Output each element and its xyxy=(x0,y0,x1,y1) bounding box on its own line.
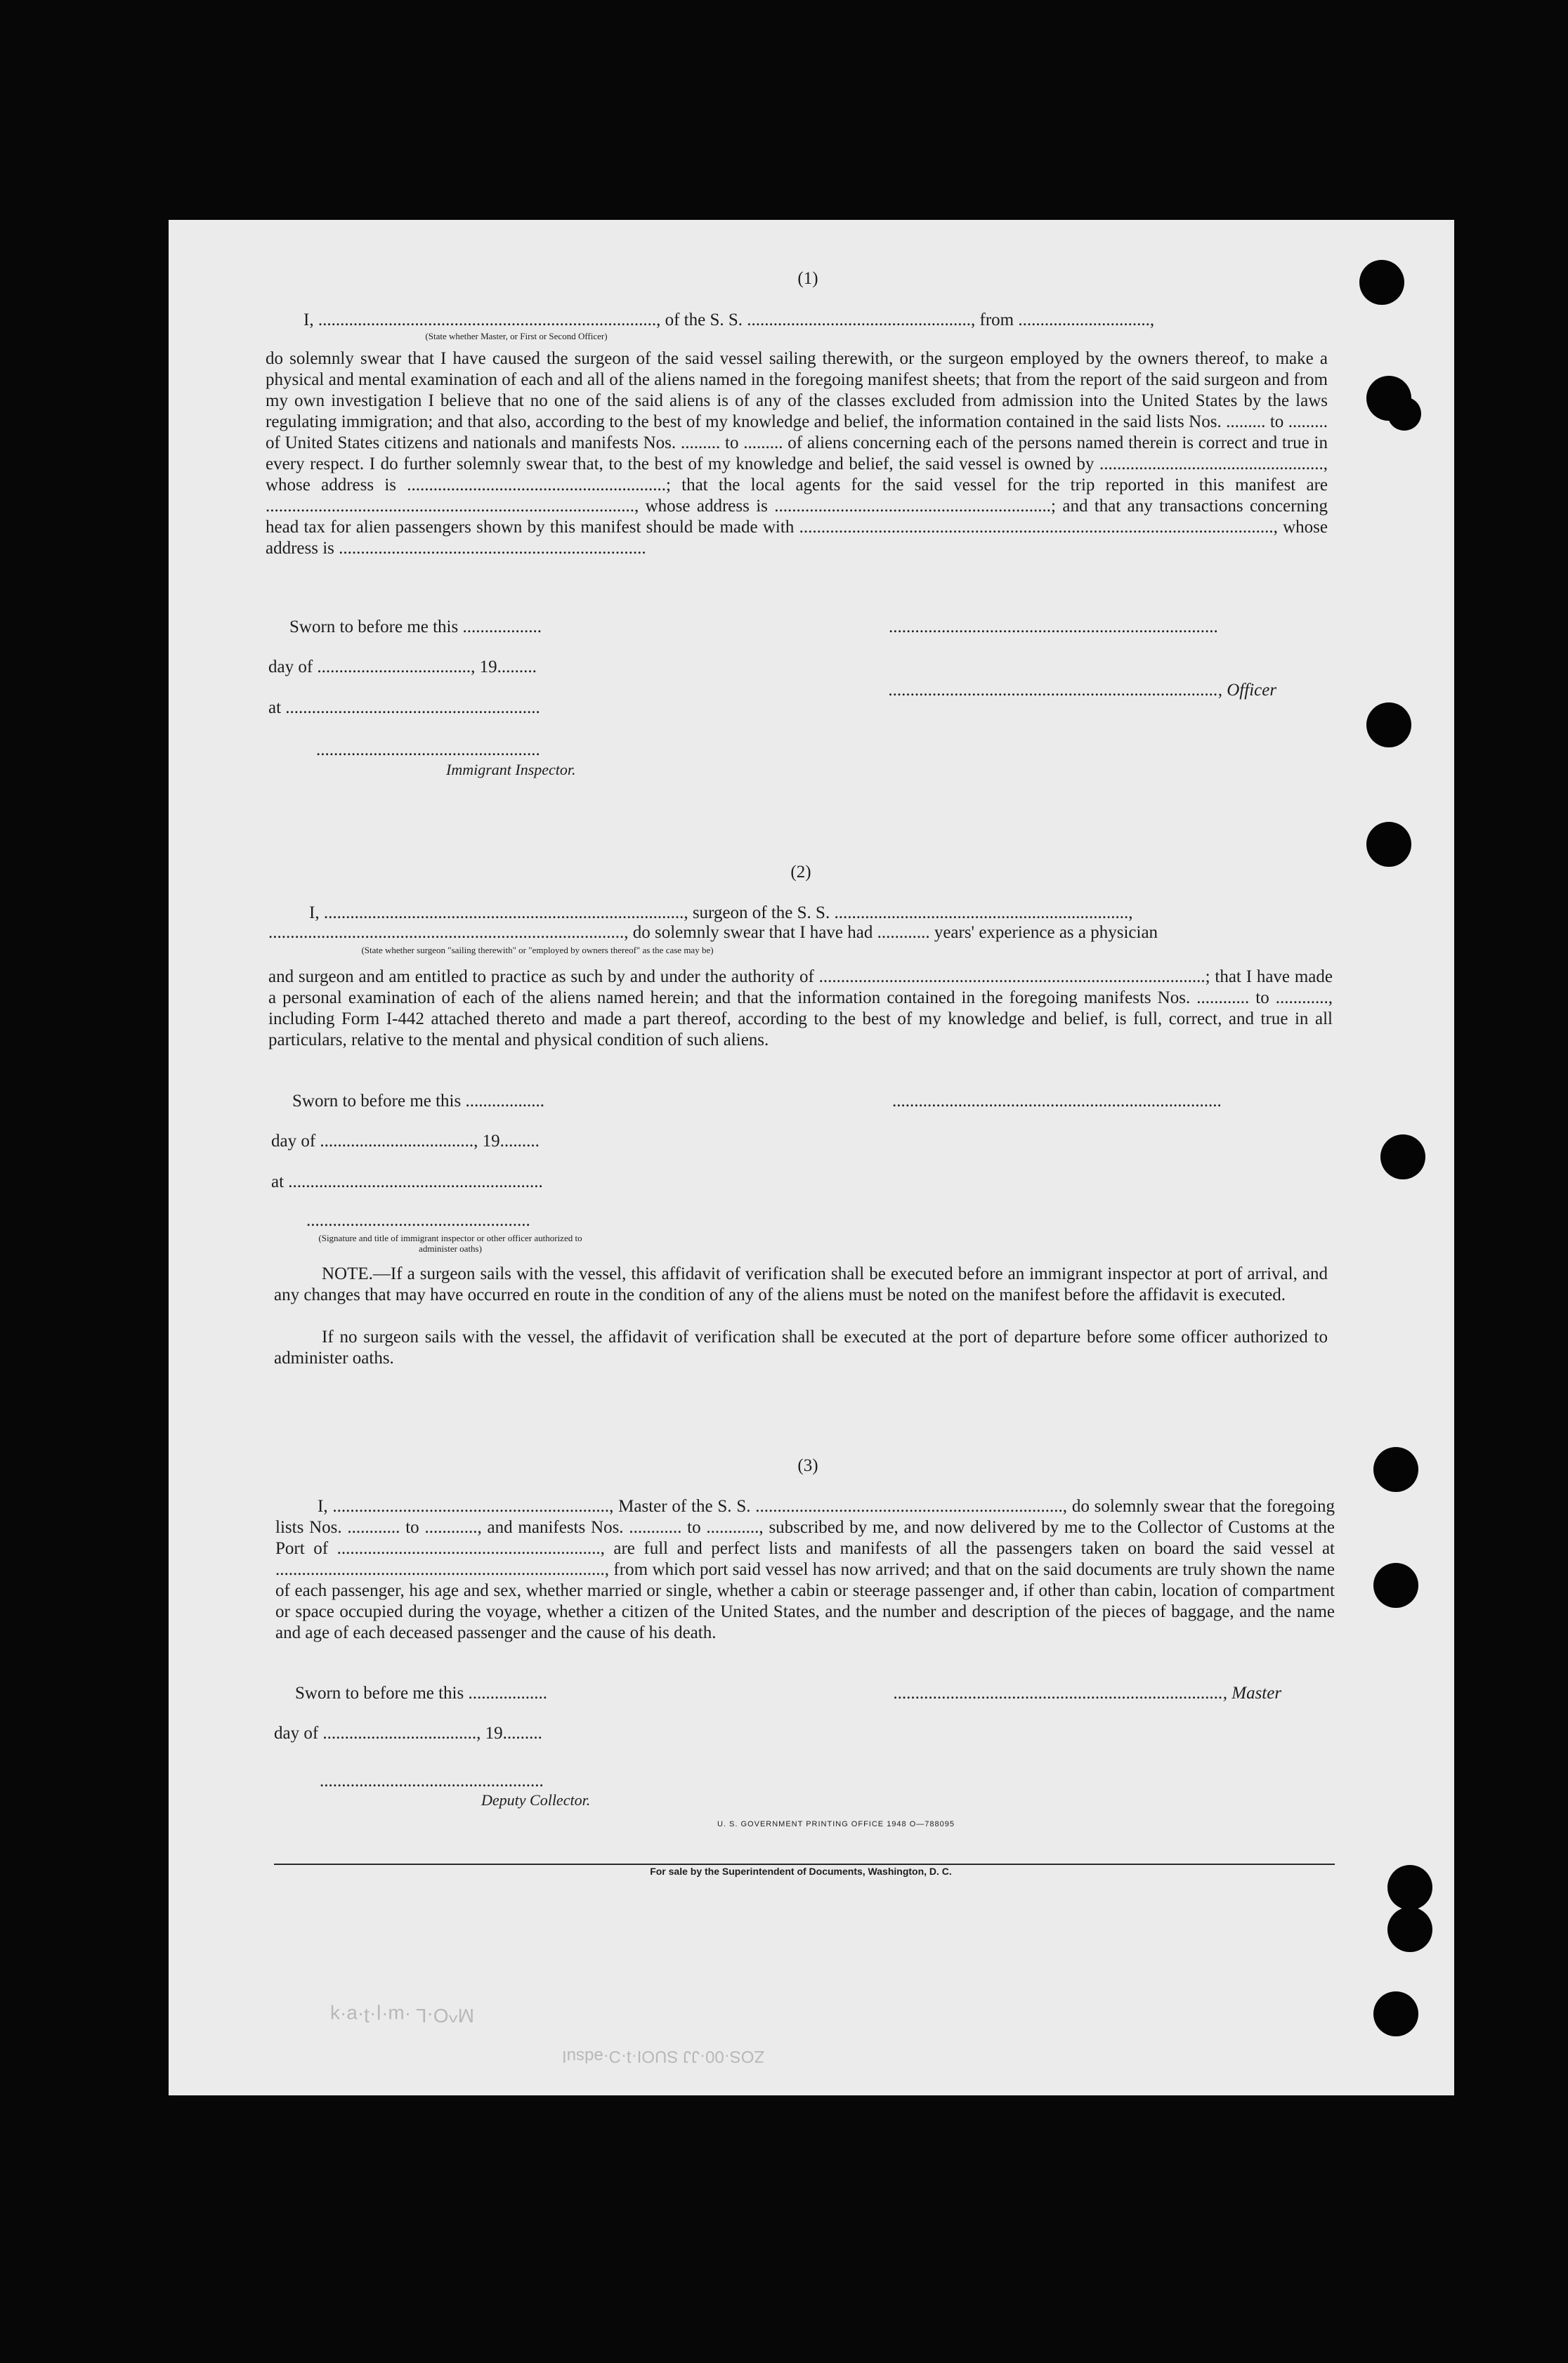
printing-office-imprint: U. S. GOVERNMENT PRINTING OFFICE 1948 O—788095 xyxy=(717,1820,955,1828)
section1-inspector-line: ................................................... xyxy=(316,740,540,759)
section1-inspector-label: Immigrant Inspector. xyxy=(446,761,576,778)
section1-signature-line: ........................................................................... xyxy=(889,617,1218,636)
section2-surgeon-note: (State whether surgeon "sailing therewith" or "employed by owners thereof" as the case may be) xyxy=(361,945,714,955)
footer-rule xyxy=(274,1864,1335,1865)
section1-opening: I, ............................................................................., of the S. S. ..................................................., from .............................., xyxy=(303,310,1155,329)
punch-hole xyxy=(1387,397,1421,431)
section1-number: (1) xyxy=(797,269,818,288)
section2-number: (2) xyxy=(790,863,811,882)
punch-hole xyxy=(1373,1991,1418,2036)
section1-officer: ..........................................................................., Officer xyxy=(889,681,1277,700)
punch-hole xyxy=(1387,1865,1432,1910)
punch-hole xyxy=(1366,822,1411,867)
handwriting-trace: M^O·L ·ɯ·ꞁ·ʇ·ɐ·ʞ xyxy=(330,2005,474,2027)
punch-hole xyxy=(1366,702,1411,747)
section1-master-note: (State whether Master, or First or Second Officer) xyxy=(425,331,608,341)
footer-text: For sale by the Superintendent of Documents, Washington, D. C. xyxy=(650,1866,952,1877)
section2-day: day of ..................................., 19......... xyxy=(271,1132,540,1151)
section3-body: I, ..............................................................., Master of the S. S. ......................................................................, do solemnly swear that the foregoing lists Nos. ............ to ............, and manifests Nos. ............ to ............, subscribed by me, and now delivered by me to the Collector of Customs at the Port of ............................................................, are full and perfect lists and manifests of all the passengers taken on board the said vessel at ..........................................................................., from which port said vessel has now arrived; and that on the said documents are truly shown the name of each passenger, his age and sex, whether married or single, whether a cabin or steerage passenger and, if other than cabin, location of compartment or space occupied during the voyage, whether a citizen of the United States, and the number and description of the pieces of baggage, and the name and age of each deceased passenger and the cause of his death. xyxy=(275,1497,1335,1642)
section2-signature-line: ........................................................................... xyxy=(892,1092,1222,1111)
section2-sworn: Sworn to before me this .................. xyxy=(292,1092,544,1111)
punch-hole xyxy=(1380,1134,1425,1179)
section1-at: at .......................................................... xyxy=(268,698,540,717)
section2-opening: I, .................................................................................., surgeon of the S. S. ..................................................................., xyxy=(309,903,1133,922)
punch-hole xyxy=(1359,260,1404,305)
section3-sworn: Sworn to before me this .................. xyxy=(295,1684,547,1703)
manifest-page xyxy=(169,220,1454,2095)
punch-hole xyxy=(1373,1447,1418,1492)
punch-hole xyxy=(1373,1563,1418,1608)
section3-collector-label: Deputy Collector. xyxy=(481,1791,591,1809)
section2-body: and surgeon and am entitled to practice as such by and under the authority of ........................................................................................; that I have made a personal examination of each of the aliens named herein; and that the information contained in the foregoing manifests Nos. ............ to ............, including Form I-442 attached thereto and made a part thereof, according to the best of my knowledge and belief, is full, correct, and true in all particulars, relative to the mental and physical condition of such aliens. xyxy=(268,967,1333,1049)
section2-inspector-line: ................................................... xyxy=(306,1211,530,1230)
section1-body: do solemnly swear that I have caused the surgeon of the said vessel sailing therewith, or the surgeon employed by the owners thereof, to make a physical and mental examination of each and all of the aliens named in the foregoing manifest sheets; that from the report of the said surgeon and from my own investigation I believe that no one of the said aliens is of any of the classes excluded from admission into the United States by the laws regulating immigration; and that also, according to the best of my knowledge and belief, the information contained in the said lists Nos. ......... to ......... of United States citizens and nationals and manifests Nos. ......... to ......... of aliens concerning each of the persons named therein is correct and true in every respect. I do further solemnly swear that, to the best of my knowledge and belief, the said vessel is owned by ..................................................., whose address is ...........................................................; that the local agents for the said vessel for the trip reported in this manifest are ...................................................................................., whose address is ...............................................................; and that any transactions concerning head tax for alien passengers shown by this manifest should be made with ............................................................................................................, whose address is ...................................................................... xyxy=(266,349,1328,558)
section3-master: ..........................................................................., Master xyxy=(894,1684,1282,1703)
section1-sworn: Sworn to before me this .................. xyxy=(289,617,542,636)
section3-number: (3) xyxy=(797,1456,818,1475)
punch-hole xyxy=(1387,1907,1432,1952)
section1-day: day of ..................................., 19......... xyxy=(268,657,537,676)
section2-inspector-note: (Signature and title of immigrant inspector or other officer authorized to administer oaths) xyxy=(318,1233,582,1254)
section3-day: day of ..................................., 19......... xyxy=(274,1724,542,1743)
section2-note1: NOTE.—If a surgeon sails with the vessel, this affidavit of verification shall be executed before an immigrant inspector at port of arrival, and any changes that may have occurred en route in the condition of any of the aliens must be noted on the manifest before the affidavit is executed. xyxy=(274,1264,1328,1304)
section3-collector-line: ................................................... xyxy=(320,1772,544,1791)
section2-at: at .......................................................... xyxy=(271,1172,543,1191)
section2-note2: If no surgeon sails with the vessel, the affidavit of verification shall be executed at the port of departure before some officer authorized to administer oaths. xyxy=(274,1328,1328,1368)
stamp-trace: ZOS·00·JJ SUOI·ʇ·Ɔ·ǝdsuI xyxy=(562,2047,765,2066)
section2-opening2: ................................................................................., do solemnly swear that I have had ............ years' experience as a physician xyxy=(268,923,1158,942)
